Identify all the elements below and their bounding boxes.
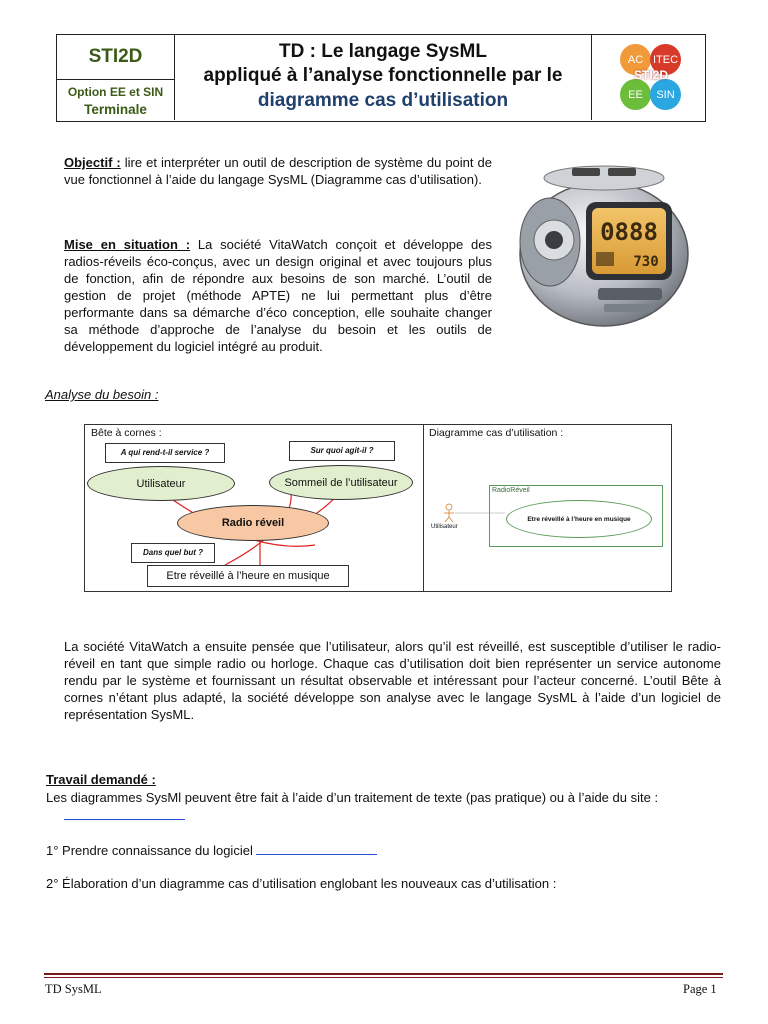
option-label: Option EE et SIN <box>67 85 164 99</box>
analyse-title: Analyse du besoin : <box>45 387 159 402</box>
logo-ac: AC <box>620 44 651 75</box>
site-blank-line[interactable] <box>64 806 185 820</box>
step-2: 2° Élaboration d’un diagramme cas d’utilisation englobant les nouveaux cas d’utilisation : <box>46 876 557 891</box>
page-number: Page 1 <box>683 982 717 996</box>
travail-intro: Les diagrammes SysMl peuvent être fait à l’aide d’un traitement de texte (pas pratique) ou à l’aide du site : <box>46 790 659 805</box>
diagram-divider <box>423 425 424 591</box>
question-box-agit: Sur quoi agit-il ? <box>289 441 395 461</box>
header-section-cell <box>57 35 175 120</box>
mise-en-situation-text: La société VitaWatch conçoit et développe des radios-réveils éco-conçus, avec un design original et avec toujours plus de fonction, afin de répondre aux besoins de son marché. L’outil de gestion de projet (méthode APTE) ne lui permettant plus d’être performante dans sa démarche d’éco conception, elle souhaite changer sa méthode d’approche de l’analyse du besoin et les outils de développement du logiciel intégré au produit. <box>64 237 492 354</box>
sti2d-logo <box>591 35 705 120</box>
title-line-1: TD : Le langage SysML <box>279 41 487 62</box>
objectif-label: Objectif : <box>64 155 121 170</box>
system-boundary <box>489 485 663 547</box>
level-label: Terminale <box>84 102 147 117</box>
title-line-2: appliqué à l’analyse fonctionnelle par le <box>203 65 563 86</box>
footer-rule <box>44 973 723 975</box>
use-case-diagram-title: Diagramme cas d’utilisation : <box>429 427 564 439</box>
step-1-text: 1° Prendre connaissance du logiciel <box>46 843 253 858</box>
logo-center: STI2D <box>633 68 668 82</box>
mise-en-situation-paragraph <box>64 236 492 355</box>
mise-en-situation-label: Mise en situation : <box>64 237 191 252</box>
footer-left: TD SysML <box>45 982 102 996</box>
ellipse-sommeil: Sommeil de l’utilisateur <box>269 465 413 500</box>
step-1 <box>46 841 377 858</box>
lcd-main-digits: 0888 <box>600 218 658 246</box>
use-case-ellipse: Etre réveillé à l’heure en musique <box>506 500 652 538</box>
bete-a-cornes-title: Bête à cornes : <box>91 427 162 439</box>
logo-sin: SIN <box>650 79 681 110</box>
footer-rule-thin <box>44 977 723 978</box>
title-line-3: diagramme cas d’utilisation <box>257 90 509 111</box>
logo-ee: EE <box>620 79 651 110</box>
header-table <box>56 34 706 122</box>
header-title-cell <box>175 35 591 120</box>
lcd-sub-digits: 730 <box>633 254 659 270</box>
second-paragraph: La société VitaWatch a ensuite pensée que l’utilisateur, alors qu’il est réveillé, est susceptible d’utiliser le radio-réveil en tant que simple radio ou horloge. Chaque cas d’utilisation doit bien représenter un service autonome rendu par le système et fournissant un résultat observable et intéressant pour l’acteur concerné. L’outil Bête à cornes n’étant plus adapté, la société développe son analyse avec le langage SysML à l’aide d’un logiciel de représentation SysML. <box>64 639 721 722</box>
system-name: RadioRéveil <box>492 487 530 494</box>
section-label: STI2D <box>57 35 174 80</box>
software-blank-line[interactable] <box>256 841 377 855</box>
diagram-figure <box>84 424 672 592</box>
option-block <box>57 80 174 118</box>
travail-title: Travail demandé : <box>46 772 156 787</box>
objectif-text: lire et interpréter un outil de description de système du point de vue fonctionnel à l’aide du langage SysML (Diagramme cas d’utilisation). <box>64 155 492 187</box>
logo-itec: ITEC <box>650 44 681 75</box>
question-box-service: A qui rend-t-il service ? <box>105 443 225 463</box>
radio-alarm-clock-image <box>512 160 690 332</box>
question-box-but: Dans quel but ? <box>131 543 215 563</box>
actor-label: Utilisateur <box>431 524 458 530</box>
ellipse-utilisateur: Utilisateur <box>87 466 235 501</box>
but-box: Etre réveillé à l’heure en musique <box>147 565 349 587</box>
objectif-paragraph <box>64 154 492 188</box>
ellipse-radio-reveil: Radio réveil <box>177 505 329 541</box>
